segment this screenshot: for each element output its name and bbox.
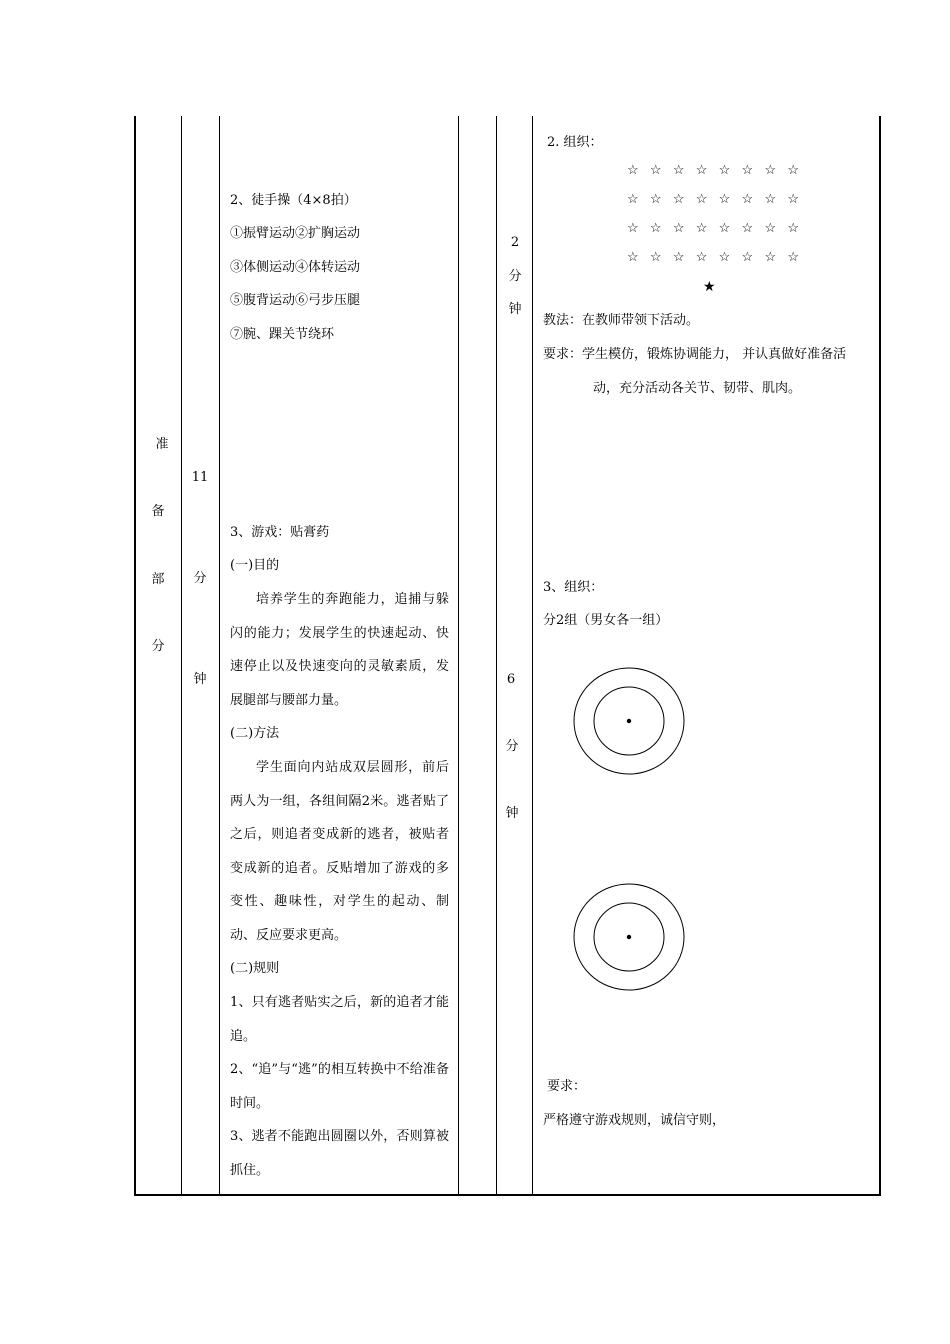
student-star-icon: ☆ bbox=[718, 192, 731, 207]
game-title: 3、游戏：贴膏药 bbox=[230, 525, 330, 540]
student-star-icon: ☆ bbox=[672, 250, 685, 265]
table-divider bbox=[219, 116, 220, 1196]
time-unit: 分 bbox=[193, 571, 207, 586]
student-star-icon: ☆ bbox=[764, 221, 777, 236]
student-star-icon: ☆ bbox=[672, 192, 685, 207]
purpose-text: 培养学生的奔跑能力，追捕与躲闪的能力；发展学生的快速起动、快速停止以及快速变向的灵敏素质，发展腿部与腰部力量。 bbox=[230, 592, 449, 708]
student-star-icon: ☆ bbox=[741, 192, 754, 207]
student-star-icon: ☆ bbox=[764, 163, 777, 178]
student-star-icon: ☆ bbox=[787, 163, 799, 178]
student-star-icon: ☆ bbox=[741, 221, 754, 236]
student-star-icon: ☆ bbox=[627, 221, 639, 236]
student-star-icon: ☆ bbox=[627, 163, 639, 178]
student-star-icon: ☆ bbox=[787, 250, 799, 265]
rule-item: 2、“追”与“逃”的相互转换中不给准备时间。 bbox=[230, 1062, 449, 1111]
duration-number: 6 bbox=[506, 672, 516, 687]
section-char: 分 bbox=[151, 639, 165, 654]
duration-unit: 分 bbox=[508, 269, 522, 284]
requirement2-text: 严格遵守游戏规则，诚信守则， bbox=[543, 1113, 726, 1128]
duration-number: 2 bbox=[510, 235, 520, 250]
table-border-bottom bbox=[134, 1194, 880, 1196]
exercise-title: 2、徒手操（4×8拍） bbox=[230, 193, 357, 208]
time-unit: 钟 bbox=[193, 672, 207, 687]
method-text: 学生面向内站成双层圆形，前后两人为一组，各组间隔2米。逃者贴了之后，则追者变成新的逃者，被贴者变成新的追者。反贴增加了游戏的多变性、趣味性，对学生的起动、制动、反应要求更高。 bbox=[230, 760, 449, 943]
table-border-right bbox=[879, 116, 881, 1196]
requirement-line: 动，充分活动各关节、韧带、肌肉。 bbox=[593, 381, 802, 396]
exercise-item: ⑦腕、踝关节绕环 bbox=[230, 327, 335, 342]
requirement-line: 要求：学生模仿，锻炼协调能力， 并认真做好准备活 bbox=[543, 347, 847, 362]
student-star-icon: ☆ bbox=[649, 163, 662, 178]
student-star-icon: ☆ bbox=[787, 192, 799, 207]
table-divider bbox=[458, 116, 459, 1196]
exercise-item: ⑤腹背运动⑥弓步压腿 bbox=[230, 293, 361, 308]
student-formation-row bbox=[627, 221, 799, 237]
requirement2-label: 要求： bbox=[547, 1079, 587, 1094]
rule-item: 3、逃者不能跑出圆圈以外，否则算被抓住。 bbox=[230, 1129, 449, 1178]
org2-label: 3、组织： bbox=[543, 580, 604, 595]
student-star-icon: ☆ bbox=[741, 163, 754, 178]
table-divider bbox=[181, 116, 182, 1196]
student-star-icon: ☆ bbox=[787, 221, 799, 236]
section-char: 准 bbox=[155, 437, 169, 452]
student-star-icon: ☆ bbox=[627, 250, 639, 265]
student-star-icon: ☆ bbox=[764, 250, 777, 265]
student-star-icon: ☆ bbox=[672, 221, 685, 236]
org1-label: 2. 组织： bbox=[547, 135, 603, 150]
student-star-icon: ☆ bbox=[741, 250, 754, 265]
student-star-icon: ☆ bbox=[672, 163, 685, 178]
method-heading: (二)方法 bbox=[230, 726, 280, 741]
group-text: 分2组（男女各一组） bbox=[543, 613, 669, 628]
student-formation-row bbox=[627, 192, 799, 208]
duration-unit: 钟 bbox=[505, 806, 519, 821]
student-star-icon: ☆ bbox=[695, 250, 708, 265]
student-star-icon: ☆ bbox=[718, 250, 731, 265]
table-border-left bbox=[134, 116, 136, 1196]
time-number: 11 bbox=[191, 470, 209, 485]
table-divider bbox=[532, 116, 533, 1196]
double-circle-formation-diagram bbox=[570, 880, 688, 994]
student-star-icon: ☆ bbox=[718, 221, 731, 236]
purpose-heading: (一)目的 bbox=[230, 558, 280, 573]
student-star-icon: ☆ bbox=[718, 163, 731, 178]
student-formation-row bbox=[627, 250, 799, 266]
duration-unit: 钟 bbox=[508, 302, 522, 317]
student-star-icon: ☆ bbox=[649, 250, 662, 265]
student-star-icon: ☆ bbox=[649, 221, 662, 236]
table-divider bbox=[496, 116, 497, 1196]
rule-item: 1、只有逃者贴实之后，新的追者才能追。 bbox=[230, 995, 449, 1044]
double-circle-formation-diagram bbox=[570, 664, 688, 778]
duration-unit: 分 bbox=[505, 739, 519, 754]
student-formation-row bbox=[627, 163, 799, 179]
rules-heading: (二)规则 bbox=[230, 961, 280, 976]
student-star-icon: ☆ bbox=[695, 163, 708, 178]
exercise-item: ①振臂运动②扩胸运动 bbox=[230, 226, 361, 241]
teacher-star-icon: ★ bbox=[703, 279, 716, 295]
section-char: 备 bbox=[151, 504, 165, 519]
student-star-icon: ☆ bbox=[627, 192, 639, 207]
section-char: 部 bbox=[151, 572, 165, 587]
teaching-method: 教法：在教师带领下活动。 bbox=[543, 313, 700, 328]
student-star-icon: ☆ bbox=[649, 192, 662, 207]
student-star-icon: ☆ bbox=[764, 192, 777, 207]
student-star-icon: ☆ bbox=[695, 221, 708, 236]
exercise-item: ③体侧运动④体转运动 bbox=[230, 260, 361, 275]
student-star-icon: ☆ bbox=[695, 192, 708, 207]
